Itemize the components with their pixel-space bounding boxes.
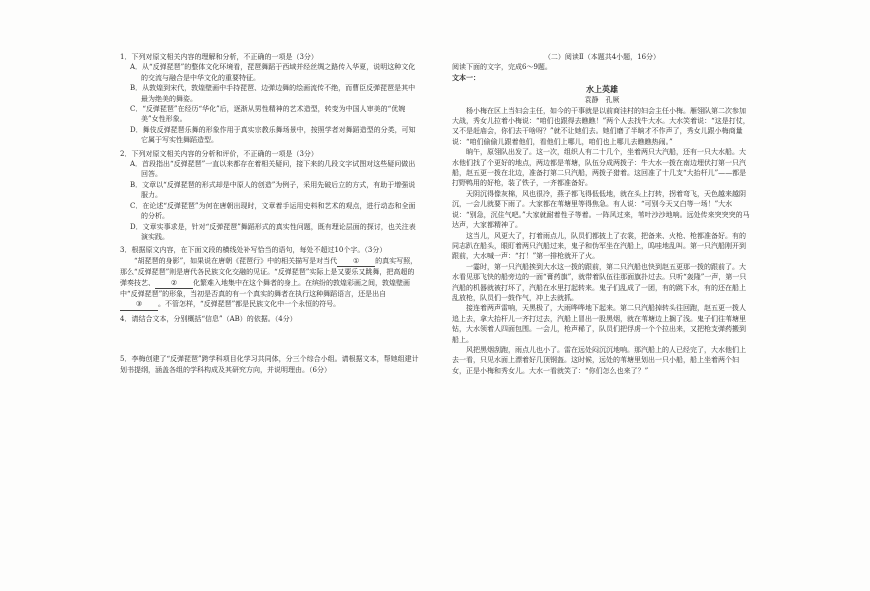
story-paragraph: 风把黑烟刮跑，雨点儿也小了。雷在远处闷沉沉地响。那汽船上的人已经完了，大水他们上去一看，只见水面上漂着好几顶钢盔。这时候，远处的苇塘里划出一只小船，船上坐着两个妇女，正是小梅和秀女儿。大水一看就笑了：“你们怎么也来了？”: [452, 345, 746, 375]
story-body: [452, 106, 752, 377]
question-3-passage-part-1: “胡琵琶的身影”，如果说在唐朝《琵琶行》中的相关描写是对当代: [134, 256, 338, 265]
story-authors: 袁静 孔厥: [584, 96, 620, 105]
question-3-passage-part-5: 。不管怎样，“反弹琵琶”都是民族文化中一个永恒的符号。: [158, 300, 341, 309]
answer-space-4[interactable]: [120, 324, 420, 354]
right-column: [452, 52, 752, 376]
answer-blank-2[interactable]: ②: [155, 278, 193, 289]
question-2-option-c: C．在论述“反弹琵琶”为何在唐朝出现时，文章着手运用史料和艺术的观点，进行动态和全面的分析。: [130, 201, 416, 221]
question-1-option-a: A．从“反弹琵琶”的整体文化环境看，琵琶舞蹈于西域并经丝绸之路传入华夏，说明这种文化的交流与融合是中华文化的重要特征。: [130, 63, 416, 82]
answer-blank-3[interactable]: ③: [120, 299, 158, 310]
question-5-stem: 5．李梅创建了“反弹琵琶”跨学科项目化学习共同体，分三个综合小组。请根据文本，帮她组建计划书提纲，涵盖各组的学科构成及其研究方向，并说明理由。（6分）: [120, 355, 419, 374]
question-2-option-a: A．首段指出“反弹琵琶”一直以来都存在着相关疑问，接下来的几段文字试图对这些疑问做出回答。: [130, 160, 416, 179]
question-3-stem: 3．根据原文内容，在下面文段的横线处补写恰当的语句，每处不超过10个字。（3分）: [120, 246, 387, 255]
question-3-passage: [120, 256, 420, 311]
question-4: [120, 314, 420, 324]
text-label: 文本一：: [452, 72, 480, 82]
story-paragraph: 天阴沉得像灰棉，风也很冷，燕子都飞得低低地，就在头上打转，拐着弯飞，天色越来越阴沉，一会儿就要下雨了。大家都在苇塘里等得焦急。有人说：“可别今天又白等一场！”大水说：“别急，沉住气吧。”大家就耐着性子等着。一阵风过来，苇叶沙沙地响。远处传来突突突的马达声，大家都精神了。: [452, 189, 750, 230]
question-4-stem: 4．请结合文本，分别概括“信息”（AB）的依据。（4分）: [120, 314, 297, 323]
section-heading: （二）阅读Ⅱ（本题共4小题，16分）: [543, 53, 661, 61]
question-5: [120, 354, 420, 375]
question-3-passage-part-3: 化繁难入地集中在这个舞者的身上。在缤纷的敦煌彩画之间，敦煌壁画中“反弹琵琶”: [120, 278, 410, 298]
story-paragraph: 一霎时，第一只汽船挨到大水这一拨的跟前，第二只汽船也快到赵五更那一拨的跟前了。大水看见那飞快的船旁边的一面“膏药旗”，就带着队伍往那面旗扑过去。只听“轰隆”一声，第一只汽船的机器就被打坏了，汽船在水里打起转来。鬼子们乱成了一团，有的跳下水，有的还在船上乱放枪，队员们一鼓作气，冲上去就抓。: [452, 262, 747, 302]
question-1-stem: 1．下列对原文相关内容的理解和分析，不正确的一项是（3分）: [120, 53, 318, 61]
question-1-option-b: B．从敦煌到宋代，敦煌壁画中手持琵琶、边弹边舞的绘画流传不绝，而曹臣反弹琵琶是其中最为绝美的舞姿。: [130, 84, 416, 103]
question-2-stem: 2．下列对原文相关内容的分析和评价，不正确的一项是（3分）: [120, 149, 318, 158]
question-2-option-b: B．文章以“反弹琵琶的形式却是中原人的创造”为例子，采用先破后立的方式，有助于增强说服力。: [130, 180, 416, 200]
question-3-passage-part-2: 的真实写照，那么“反弹琵琶”则是唐代各民族文化交融的见证。“反弹琵琶”实际上是又要乐又跳舞，把高超的弹奏技艺、: [120, 256, 418, 287]
left-column: [120, 52, 420, 375]
story-paragraph: 接连着两声雷响，天黑极了，大雨哗哗地下起来。第二只汽船掉转头往回跑，赵五更一拨人追上去，拿大抬杆儿一齐打过去，汽船上冒出一股黑烟，就在苇塘边上搁了浅。鬼子们往苇塘里钻，大水领着人四面包围。一会儿，枪声稀了，队员们把俘虏一个个拉出来，又把枪支弹药搬到船上。: [452, 304, 746, 344]
question-2: [120, 149, 420, 243]
story-title: 水上英雄: [586, 84, 618, 95]
question-3-passage-part-4: 的形象，当初是否真的有一个真实的舞者在执行这种舞蹈语言，还是出自: [162, 289, 387, 298]
story-paragraph: 这当儿，风更大了，打着雨点儿，队员们都披上了衣裳，把备来、火枪、枪都准备好。有的同志趴在船头，眼盯着两只汽船过来，鬼子和伪军坐在汽船上，呜哇地乱叫。第一只汽船刚开到跟前，大水喊一声：“打！”第一排枪就开了火。: [452, 231, 746, 261]
answer-blank-1[interactable]: ①: [337, 256, 375, 267]
question-1-option-c: C．“反弹琵琶”在经历“华化”后，逐渐从男性精神的艺术造型，转变为中国人审美的“优婉美”女性形象。: [130, 105, 406, 124]
question-1: [120, 52, 420, 146]
story-paragraph: 杨小梅在区上当妇会主任，如今的干事就是以前商洼村的妇会主任小梅。雁翎队第二次参加大战，秀女儿拉着小梅说：“咱们也跟得去瞧瞧！”两个人去找牛大水。大水笑着说：“这是打仗，又不是赶庙会，你们去干啥呀？”就不让她们去。她们磨了半晌才不作声了，秀女儿跟小梅商量说：“咱们偷偷儿跟着他们，看他们上哪儿，咱们也上哪儿去瞧瞧热闹。”: [452, 106, 750, 146]
question-3: [120, 245, 420, 310]
story-paragraph: 晌午，原翎队出发了。这一次，组织人有二十几个，坐着两只大汽船，还有一只大水船。大水他们找了个更好的地点，两边都是苇塘，队伍分成两拨子：牛大水一拨在南边埋伏打第一只汽船，赵五更一拨在北边，准备打第二只汽船，两拨子猎着。这回准了十几支“大抬杆儿”——都是打野鸭用的好枪，装了铁子，一齐都准备好。: [452, 148, 747, 188]
reading-instruction: 阅读下面的文字，完成6～9题。: [452, 63, 552, 72]
question-1-option-d: D．舞伎反弹琵琶乐舞的形象作用于真实宗教乐舞场景中，按照学者对舞蹈造型的分类，可知它属于写实性舞蹈造型。: [130, 125, 416, 145]
question-2-option-d: D．文章实事求是，针对“反弹琵琶”舞蹈形式的真实性问题，既有理论层面的探讨，也关注表演实践。: [130, 222, 416, 241]
